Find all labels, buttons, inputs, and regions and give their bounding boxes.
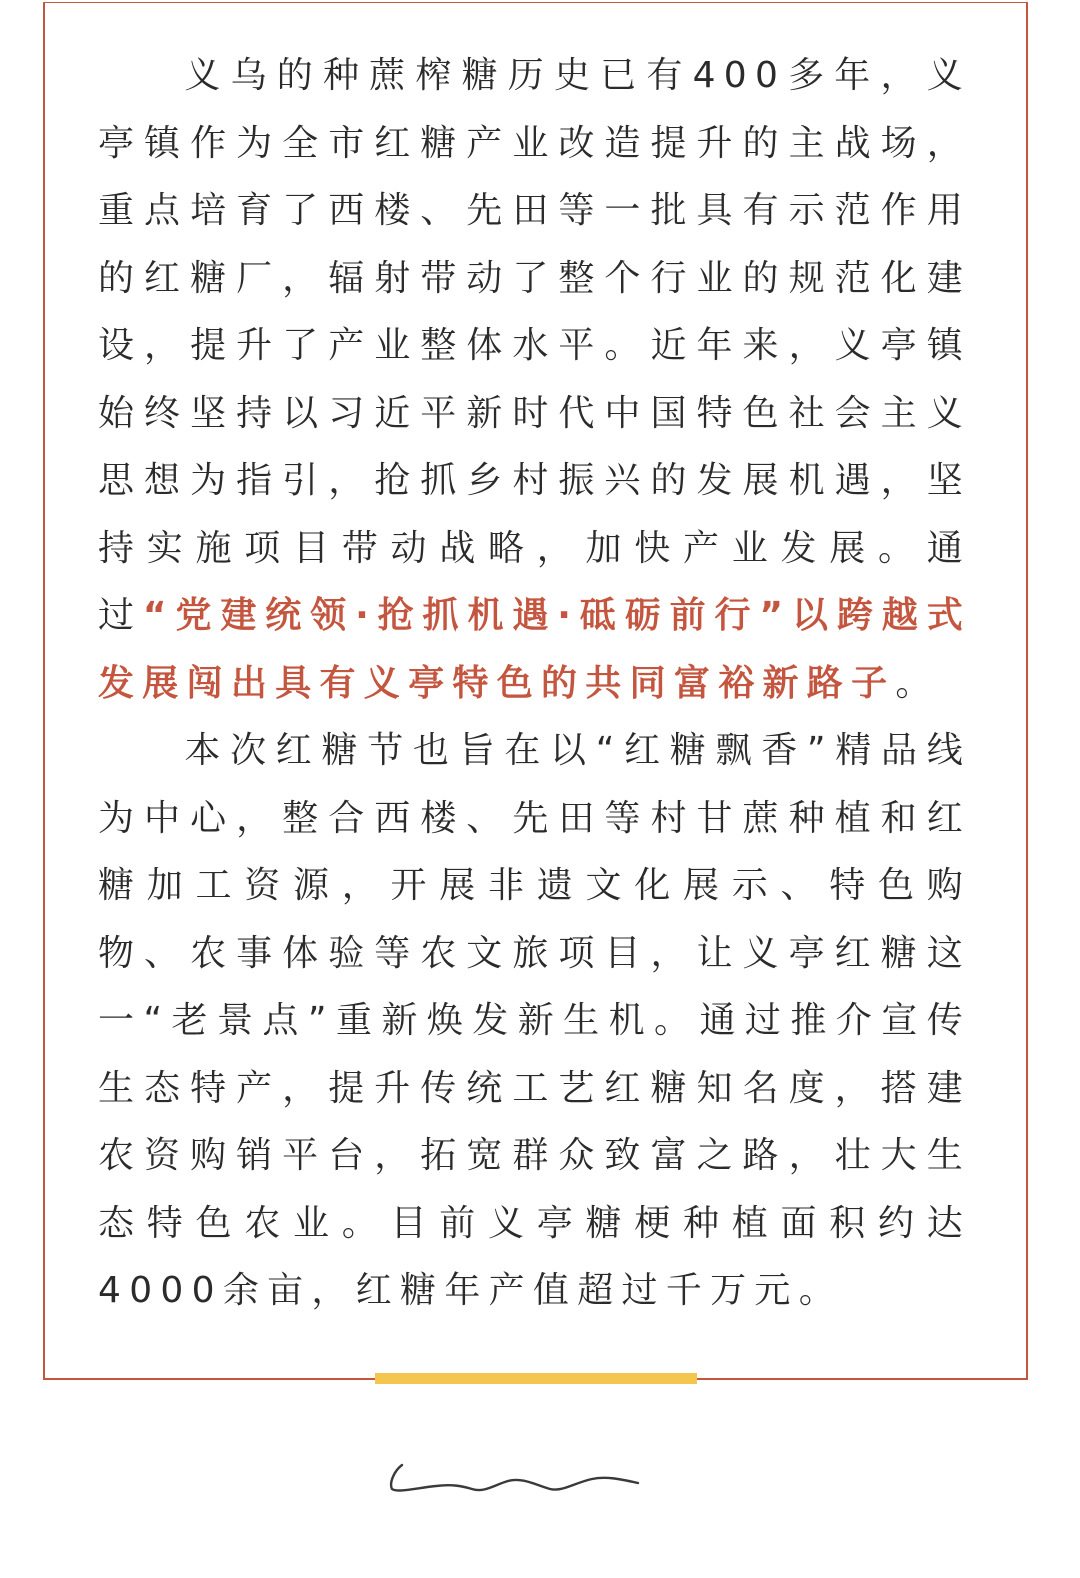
paragraph-1-end: 。 bbox=[895, 662, 940, 704]
paragraph-1 bbox=[98, 42, 971, 717]
article-body bbox=[98, 42, 971, 1325]
paragraph-1-text: 义乌的种蔗榨糖历史已有400多年，义亭镇作为全市红糖产业改造提升的主战场，重点培育了西楼、先田等一批具有示范作用的红糖厂，辐射带动了整个行业的规范化建设，提升了产业整体水平。近年来，义亭镇始终坚持以习近平新时代中国特色社会主义思想为指引，抢抓乡村振兴的发展机遇，坚持实施项目带动战略，加快产业发展。通过 bbox=[98, 55, 971, 636]
paragraph-2: 本次红糖节也旨在以“红糖飘香”精品线为中心，整合西楼、先田等村甘蔗种植和红糖加工资源，开展非遗文化展示、特色购物、农事体验等农文旅项目，让义亭红糖这一“老景点”重新焕发新生机。通过推介宣传生态特产，提升传统工艺红糖知名度，搭建农资购销平台，拓宽群众致富之路，壮大生态特色农业。目前义亭糖梗种植面积约达4000余亩，红糖年产值超过千万元。 bbox=[98, 730, 971, 1311]
signature-squiggle-icon bbox=[380, 1455, 650, 1515]
paragraph-1-highlight: “党建统领·抢抓机遇·砥砺前行”以跨越式发展闯出具有义亭特色的共同富裕新路子 bbox=[98, 595, 971, 704]
accent-bar bbox=[375, 1373, 697, 1384]
